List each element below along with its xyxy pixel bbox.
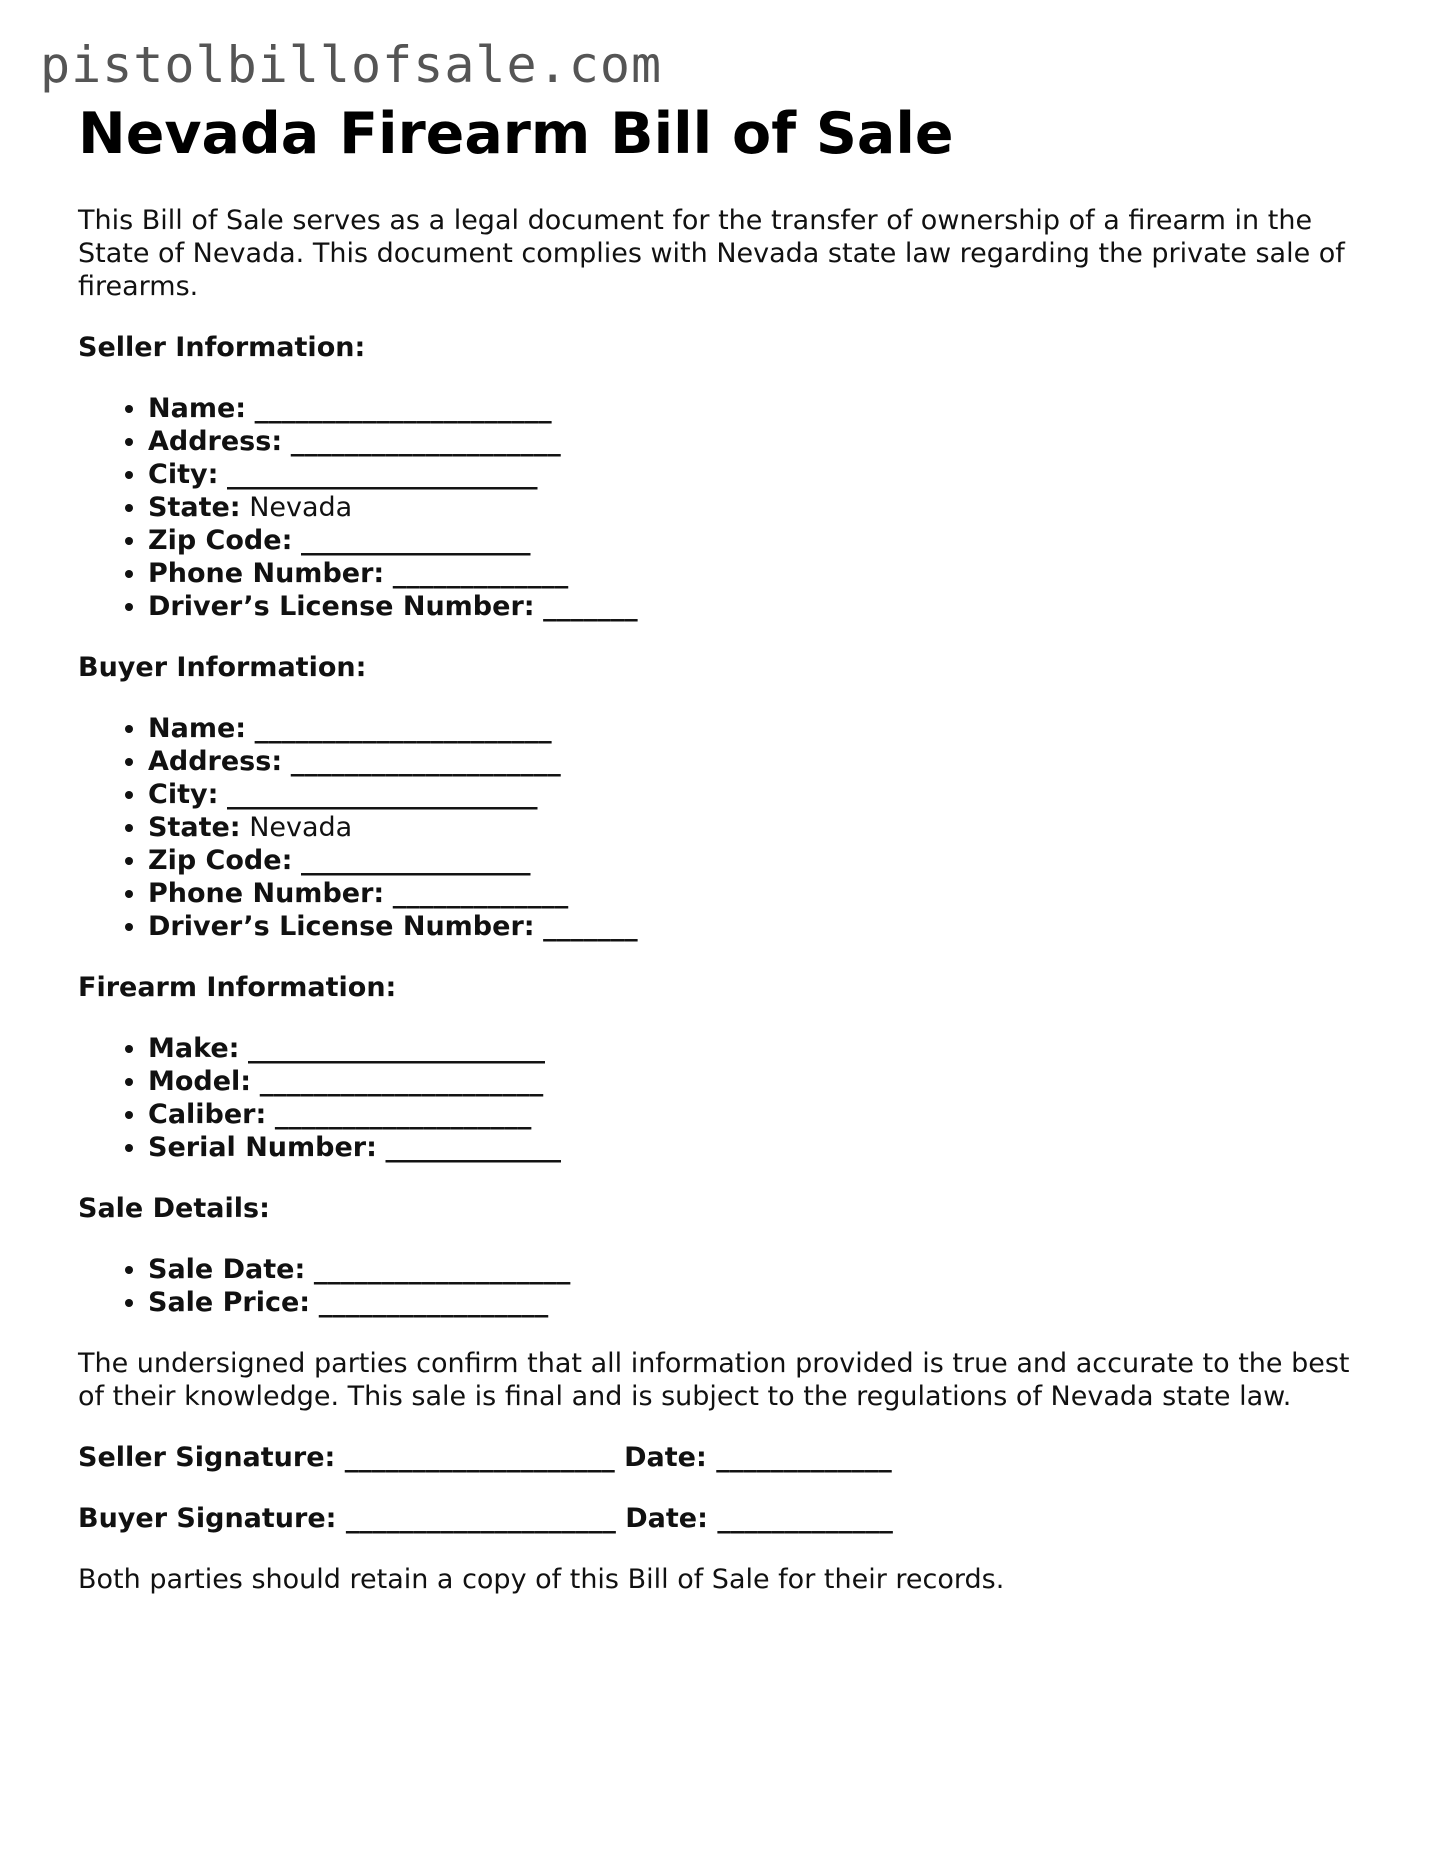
field-blank: ____________________ <box>290 425 561 457</box>
seller-date-blank: _____________ <box>716 1441 892 1473</box>
field-label: Zip Code: <box>148 524 293 556</box>
field-value: Nevada <box>249 491 353 523</box>
site-watermark: pistolbillofsale.com <box>40 36 663 94</box>
seller-state-field <box>148 491 1368 524</box>
sale-date-field <box>148 1253 1368 1286</box>
field-label: City: <box>148 458 219 490</box>
buyer-signature-label: Buyer Signature: <box>78 1502 337 1534</box>
buyer-zip-field <box>148 844 1368 877</box>
field-label: City: <box>148 778 219 810</box>
field-label: Model: <box>148 1065 252 1097</box>
intro-paragraph: This Bill of Sale serves as a legal document for the transfer of ownership of a firearm in the State of Nevada. This document complies with Nevada state law regarding the private sale of firearms. <box>78 204 1345 302</box>
buyer-phone-field <box>148 877 1368 910</box>
seller-address-field <box>148 425 1368 458</box>
document-title: Nevada Firearm Bill of Sale <box>78 101 954 167</box>
field-blank: _________________ <box>300 844 531 876</box>
sale-price-field <box>148 1286 1368 1319</box>
buyer-signature-blank: ____________________ <box>345 1502 616 1534</box>
field-blank: _________________ <box>300 524 531 556</box>
buyer-city-field <box>148 778 1368 811</box>
field-label: Name: <box>148 392 247 424</box>
field-blank: ______________________ <box>254 712 552 744</box>
seller-signature-label: Seller Signature: <box>78 1441 336 1473</box>
seller-fields-list <box>78 392 1368 623</box>
firearm-caliber-field <box>148 1098 1368 1131</box>
field-blank: _____________ <box>392 877 569 909</box>
field-blank: _______ <box>543 910 638 942</box>
field-blank: _______ <box>543 590 638 622</box>
field-label: State: <box>148 811 241 843</box>
buyer-state-field <box>148 811 1368 844</box>
closing-paragraph: The undersigned parties confirm that all information provided is true and accurate to the best of their knowledge. This sale is final and is subject to the regulations of Nevada state law. <box>78 1347 1350 1412</box>
seller-section-heading: Seller Information: <box>78 331 366 363</box>
field-blank: _____________ <box>385 1131 562 1163</box>
field-blank: _____________________ <box>259 1065 544 1097</box>
field-blank: _________________ <box>318 1286 549 1318</box>
buyer-date-blank: _____________ <box>717 1502 893 1534</box>
buyer-signature-line <box>78 1502 1368 1535</box>
field-label: Phone Number: <box>148 877 385 909</box>
field-label: Driver’s License Number: <box>148 910 535 942</box>
field-label: Address: <box>148 425 283 457</box>
document-page <box>78 102 1368 1596</box>
field-blank: ___________________ <box>313 1253 571 1285</box>
field-label: State: <box>148 491 241 523</box>
field-label: Address: <box>148 745 283 777</box>
field-label: Caliber: <box>148 1098 267 1130</box>
seller-signature-line <box>78 1441 1368 1474</box>
field-label: Phone Number: <box>148 557 385 589</box>
field-blank: _____________ <box>392 557 569 589</box>
sale-section-heading: Sale Details: <box>78 1192 270 1224</box>
seller-license-field <box>148 590 1368 623</box>
seller-signature-blank: ____________________ <box>344 1441 615 1473</box>
field-label: Sale Date: <box>148 1253 306 1285</box>
field-value: Nevada <box>249 811 353 843</box>
field-blank: ______________________ <box>248 1032 546 1064</box>
buyer-name-field <box>148 712 1368 745</box>
seller-phone-field <box>148 557 1368 590</box>
firearm-model-field <box>148 1065 1368 1098</box>
buyer-address-field <box>148 745 1368 778</box>
firearm-make-field <box>148 1032 1368 1065</box>
field-blank: ____________________ <box>290 745 561 777</box>
seller-zip-field <box>148 524 1368 557</box>
seller-city-field <box>148 458 1368 491</box>
footer-note: Both parties should retain a copy of this Bill of Sale for their records. <box>78 1563 1005 1595</box>
field-blank: _______________________ <box>226 778 538 810</box>
field-label: Driver’s License Number: <box>148 590 535 622</box>
seller-name-field <box>148 392 1368 425</box>
field-blank: ___________________ <box>274 1098 532 1130</box>
buyer-date-label: Date: <box>625 1502 708 1534</box>
buyer-section-heading: Buyer Information: <box>78 651 367 683</box>
field-label: Zip Code: <box>148 844 293 876</box>
firearm-section-heading: Firearm Information: <box>78 971 397 1003</box>
field-blank: _______________________ <box>226 458 538 490</box>
firearm-fields-list <box>78 1032 1368 1164</box>
buyer-fields-list <box>78 712 1368 943</box>
field-label: Name: <box>148 712 247 744</box>
seller-date-label: Date: <box>624 1441 707 1473</box>
firearm-serial-field <box>148 1131 1368 1164</box>
sale-fields-list <box>78 1253 1368 1319</box>
buyer-license-field <box>148 910 1368 943</box>
field-label: Serial Number: <box>148 1131 377 1163</box>
field-label: Make: <box>148 1032 240 1064</box>
field-label: Sale Price: <box>148 1286 311 1318</box>
field-blank: ______________________ <box>254 392 552 424</box>
